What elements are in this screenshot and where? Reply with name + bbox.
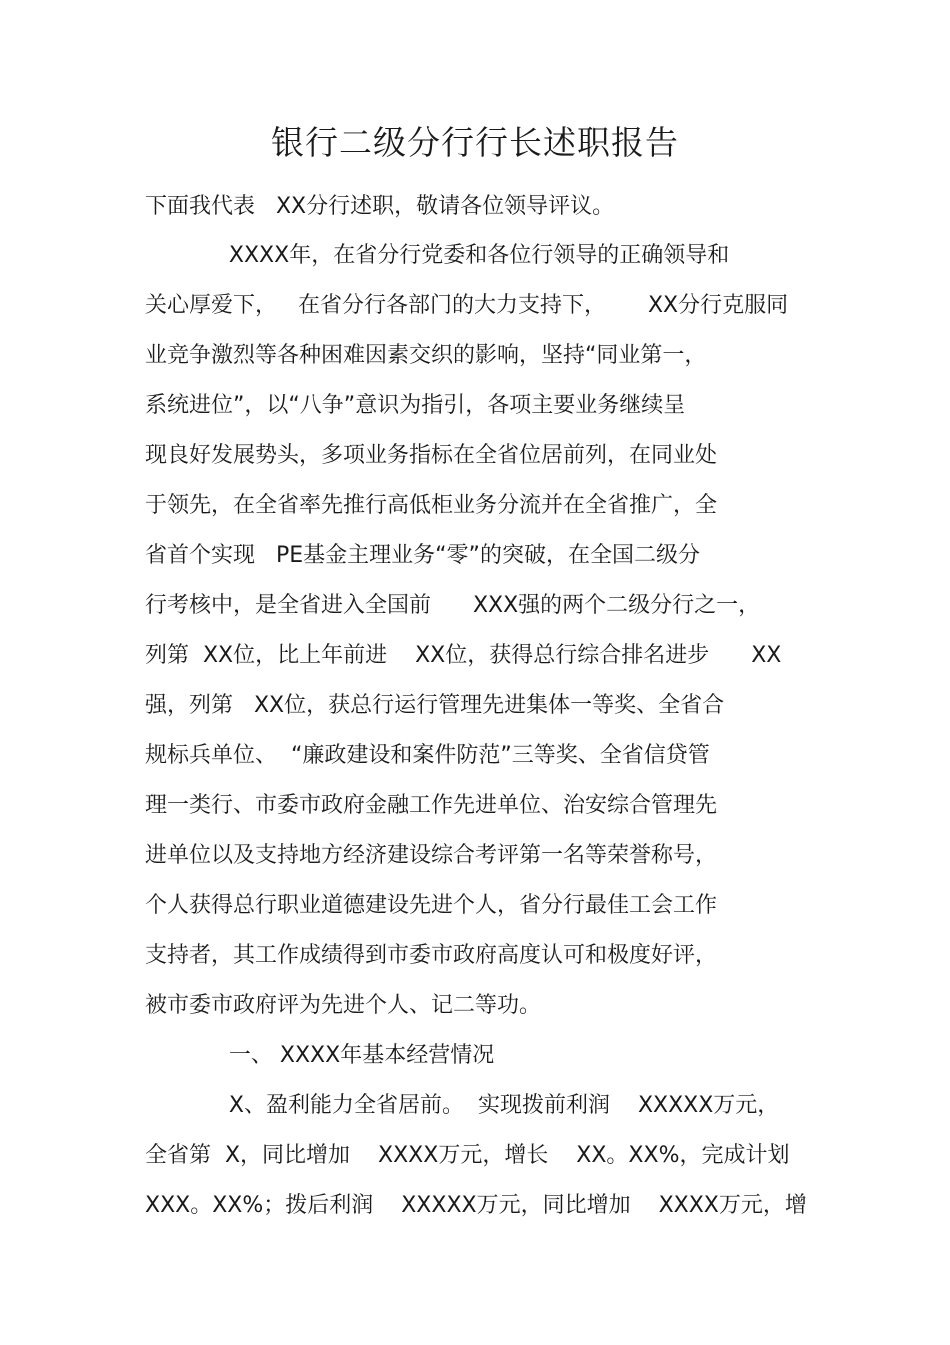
body-line: 全省第 X，同比增加 XXXX万元，增长 XX。XX%，完成计划	[145, 1143, 790, 1168]
body-line: 业竞争激烈等各种困难因素交织的影响，坚持“同业第一，	[145, 343, 707, 368]
body-line: 下面我代表 XX分行述职，敬请各位领导评议。	[145, 194, 615, 219]
body-line: 强，列第 XX位，获总行运行管理先进集体一等奖、全省合	[145, 693, 725, 718]
section-heading: 一、 XXXX年基本经营情况	[145, 1043, 495, 1068]
body-line: 省首个实现 PE基金主理业务“零”的突破，在全国二级分	[145, 543, 700, 568]
body-line: 列第 XX位，比上年前进 XX位，获得总行综合排名进步 XX	[145, 643, 782, 668]
body-line: 现良好发展势头，多项业务指标在全省位居前列，在同业处	[145, 443, 718, 468]
body-line: XXX。XX%；拨后利润 XXXXX万元，同比增加 XXXX万元，增	[145, 1193, 807, 1218]
body-line: 被市委市政府评为先进个人、记二等功。	[145, 993, 542, 1018]
body-line: 理一类行、市委市政府金融工作先进单位、治安综合管理先	[145, 793, 718, 818]
body-line: 关心厚爱下， 在省分行各部门的大力支持下， XX分行克服同	[145, 293, 789, 318]
body-line: X、盈利能力全省居前。 实现拨前利润 XXXXX万元，	[145, 1093, 780, 1118]
body-line: 支持者，其工作成绩得到市委市政府高度认可和极度好评，	[145, 943, 718, 968]
body-line: 个人获得总行职业道德建设先进个人，省分行最佳工会工作	[145, 893, 718, 918]
document-title: 银行二级分行行长述职报告	[271, 123, 679, 162]
body-line: 行考核中，是全省进入全国前 XXX强的两个二级分行之一，	[145, 593, 761, 618]
body-line: 系统进位”，以“八争”意识为指引，各项主要业务继续呈	[145, 393, 686, 418]
body-line: 进单位以及支持地方经济建设综合考评第一名等荣誉称号，	[145, 843, 718, 868]
body-line: XXXX年，在省分行党委和各位行领导的正确领导和	[145, 243, 730, 268]
body-line: 规标兵单位、 “廉政建设和案件防范”三等奖、全省信贷管	[145, 743, 710, 768]
body-line: 于领先，在全省率先推行高低柜业务分流并在全省推广，全	[145, 493, 718, 518]
